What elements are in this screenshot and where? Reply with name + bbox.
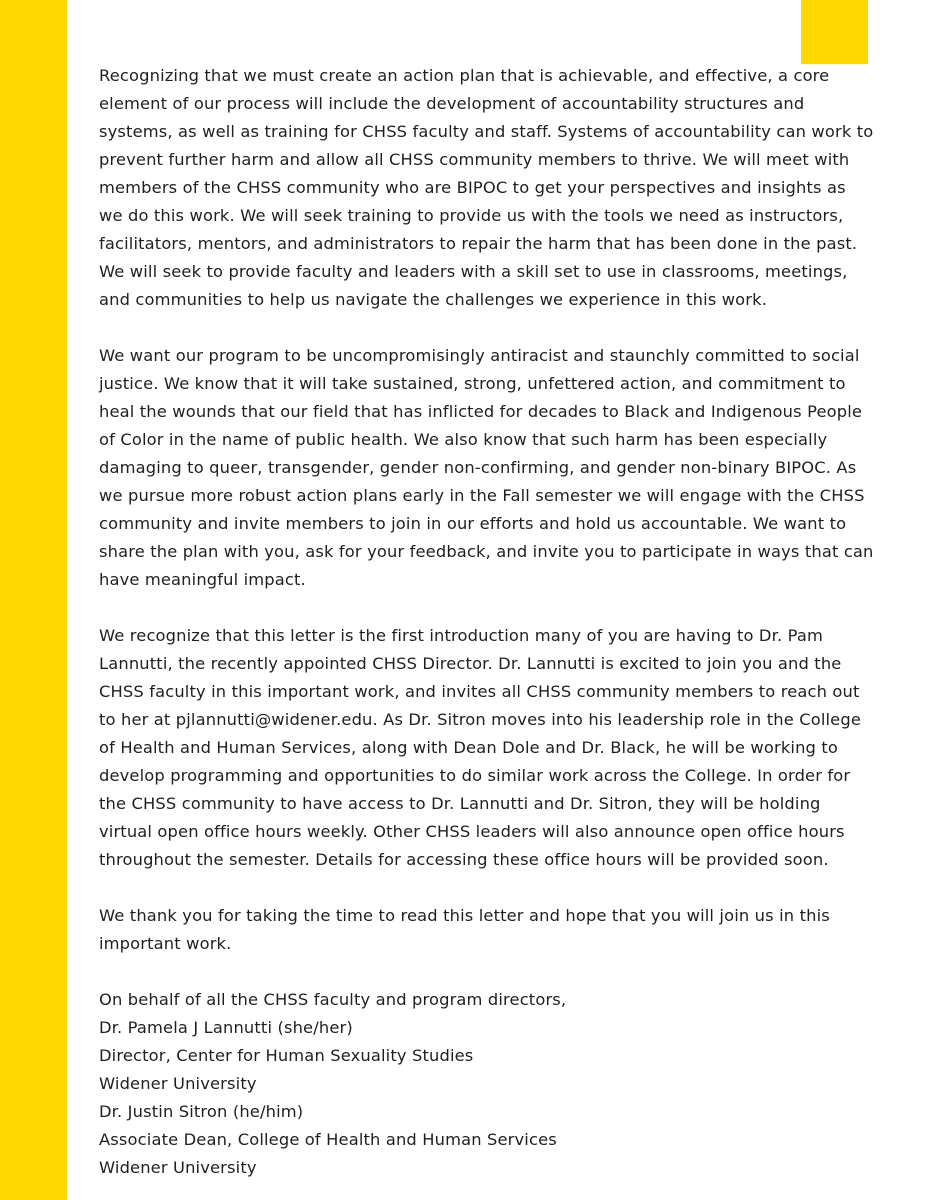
signatory-institution: Widener University bbox=[99, 1074, 257, 1093]
signatory-name: Dr. Justin Sitron (he/him) bbox=[99, 1102, 304, 1121]
closing-line: On behalf of all the CHSS faculty and program directors, bbox=[99, 990, 567, 1009]
signatory-name: Dr. Pamela J Lannutti (she/her) bbox=[99, 1018, 353, 1037]
paragraph-accountability: Recognizing that we must create an action plan that is achievable, and effective, a core element of our process will include the development of accountability structures and systems, as well as training for CHSS faculty and staff. Systems of accountability can work to prevent further harm and allow all CHSS community members to thrive. We will meet with members of the CHSS community who are BIPOC to get your perspectives and insights as we do this work. We will seek training to provide us with the tools we need as instructors, facilitators, mentors, and administrators to repair the harm that has been done in the past. We will seek to provide faculty and leaders with a skill set to use in classrooms, meetings, and communities to help us navigate the challenges we experience in this work. bbox=[99, 66, 874, 309]
top-right-accent-block bbox=[801, 0, 868, 64]
signature-block bbox=[99, 986, 874, 1182]
signatory-title: Associate Dean, College of Health and Human Services bbox=[99, 1130, 557, 1149]
paragraph-director-introduction: We recognize that this letter is the first introduction many of you are having to Dr. Pam Lannutti, the recently appointed CHSS Director. Dr. Lannutti is excited to join you and the CHSS faculty in this important work, and invites all CHSS community members to reach out to her at pjlannutti@widener.edu. As Dr. Sitron moves into his leadership role in the College of Health and Human Services, along with Dean Dole and Dr. Black, he will be working to develop programming and opportunities to do similar work across the College. In order for the CHSS community to have access to Dr. Lannutti and Dr. Sitron, they will be holding virtual open office hours weekly. Other CHSS leaders will also announce open office hours throughout the semester. Details for accessing these office hours will be provided soon. bbox=[99, 626, 861, 869]
left-accent-bar bbox=[0, 0, 67, 1200]
letter-body bbox=[99, 62, 874, 1182]
paragraph-antiracist-commitment: We want our program to be uncompromisingly antiracist and staunchly committed to social justice. We know that it will take sustained, strong, unfettered action, and commitment to heal the wounds that our field that has inflicted for decades to Black and Indigenous People of Color in the name of public health. We also know that such harm has been especially damaging to queer, transgender, gender non-confirming, and gender non-binary BIPOC. As we pursue more robust action plans early in the Fall semester we will engage with the CHSS community and invite members to join in our efforts and hold us accountable. We want to share the plan with you, ask for your feedback, and invite you to participate in ways that can have meaningful impact. bbox=[99, 346, 874, 589]
paragraph-thank-you: We thank you for taking the time to read this letter and hope that you will join us in this important work. bbox=[99, 906, 830, 953]
signatory-title: Director, Center for Human Sexuality Studies bbox=[99, 1046, 474, 1065]
signatory-institution: Widener University bbox=[99, 1158, 257, 1177]
